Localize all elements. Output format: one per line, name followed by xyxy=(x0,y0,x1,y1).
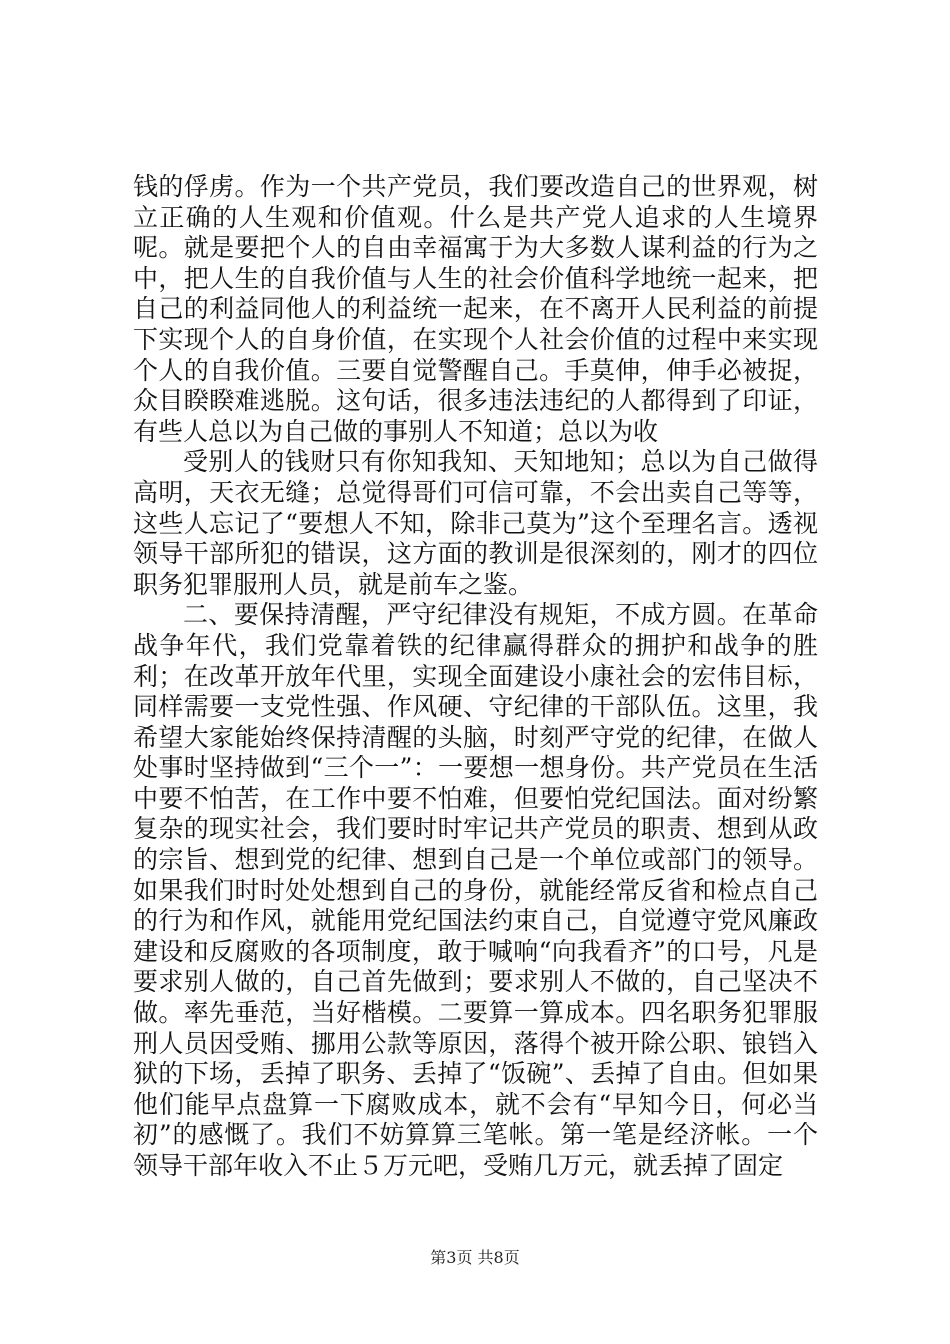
paragraph: 二、要保持清醒，严守纪律没有规矩，不成方圆。在革命战争年代，我们党靠着铁的纪律赢得群众的拥护和战争的胜利；在改革开放年代里，实现全面建设小康社会的宏伟目标，同样需要一支党性强、作风硬、守纪律的干部队伍。这里，我希望大家能始终保持清醒的头脑，时刻严守党的纪律，在做人处事时坚持做到“三个一”：一要想一想身份。共产党员在生活中要不怕苦，在工作中要不怕难，但要怕党纪国法。面对纷繁复杂的现实社会，我们要时时牢记共产党员的职责、想到从政的宗旨、想到党的纪律、想到自己是一个单位或部门的领导。如果我们时时处处想到自己的身份，就能经常反省和检点自己的行为和作风，就能用党纪国法约束自己，自觉遵守党风廉政建设和反腐败的各项制度，敢于喊响“向我看齐”的口号，凡是要求别人做的，自己首先做到；要求别人不做的，自己坚决不做。率先垂范，当好楷模。二要算一算成本。四名职务犯罪服刑人员因受贿、挪用公款等原因，落得个被开除公职、锒铛入狱的下场，丢掉了职务、丢掉了“饭碗”、丢掉了自由。但如果他们能早点盘算一下腐败成本，就不会有“早知今日，何必当初”的感慨了。我们不妨算算三笔帐。第一笔是经济帐。一个领导干部年收入不止５万元吧，受贿几万元，就丢掉了固定 xyxy=(133,600,818,1180)
page-number-footer: 第3页 共8页 xyxy=(430,1248,520,1267)
paragraph-continuation: 钱的俘虏。作为一个共产党员，我们要改造自己的世界观，树立正确的人生观和价值观。什么是共产党人追求的人生境界呢。就是要把个人的自由幸福寓于为大多数人谋利益的行为之中，把人生的自我价值与人生的社会价值科学地统一起来，把自己的利益同他人的利益统一起来，在不离开人民利益的前提下实现个人的自身价值，在实现个人社会价值的过程中来实现个人的自我价值。三要自觉警醒自己。手莫伸，伸手必被捉，众目睽睽难逃脱。这句话，很多违法违纪的人都得到了印证，有些人总以为自己做的事别人不知道；总以为收 xyxy=(133,172,818,446)
document-body xyxy=(133,172,818,1182)
paragraph: 受别人的钱财只有你知我知、天知地知；总以为自己做得高明，天衣无缝；总觉得哥们可信可靠，不会出卖自己等等，这些人忘记了“要想人不知，除非己莫为”这个至理名言。透视领导干部所犯的错误，这方面的教训是很深刻的，刚才的四位职务犯罪服刑人员，就是前车之鉴。 xyxy=(133,447,818,599)
